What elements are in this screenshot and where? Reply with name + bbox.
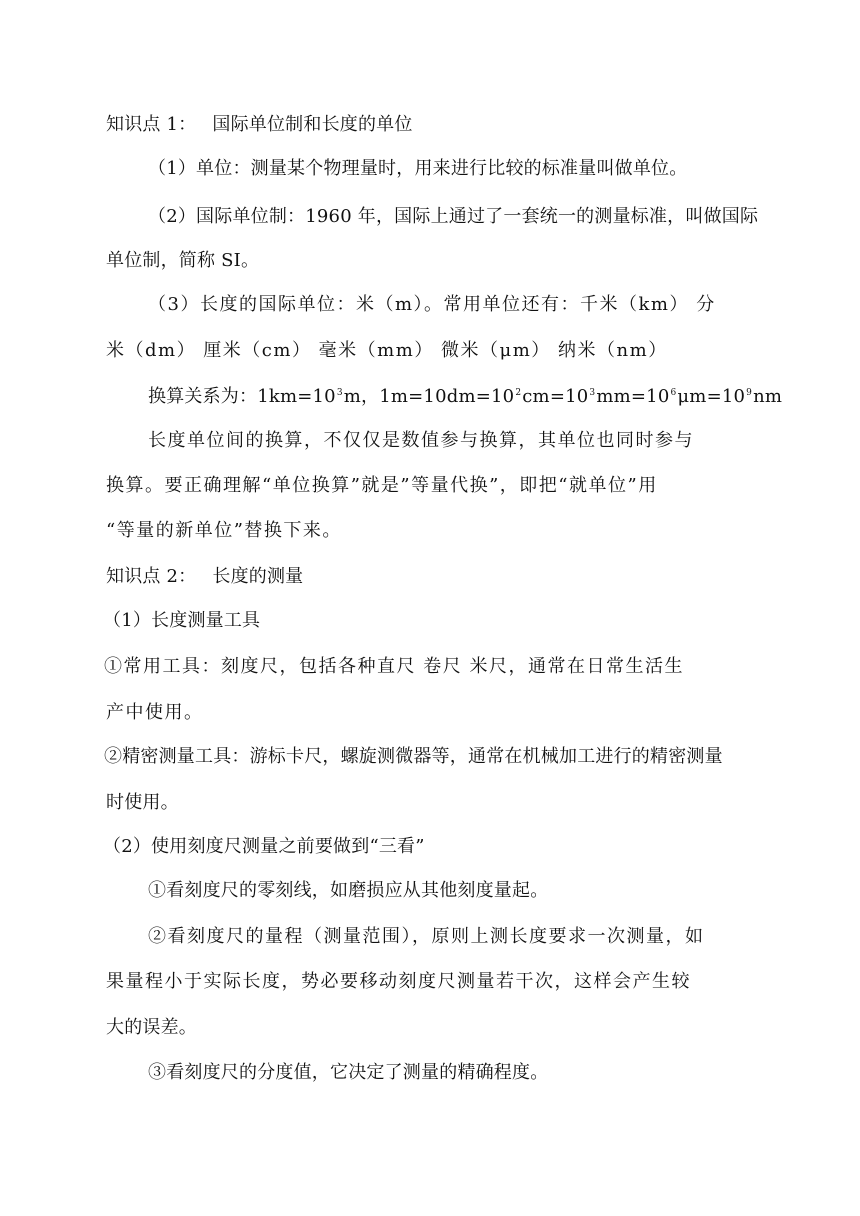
conversion-exp-e: 9 [746,388,753,398]
section-2-heading-prefix: 知识点 2： [106,566,197,587]
paragraph-conversion-note-line-1: 长度单位间的换算，不仅仅是数值参与换算，其单位也同时参与 [148,430,694,451]
section-2-heading [106,565,756,589]
paragraph-unit-definition: （1）单位：测量某个物理量时，用来进行比较的标准量叫做单位。 [148,158,688,179]
paragraph-conversion-note-line-2: 换算。要正确理解“单位换算”就是”等量代换”，即把“就单位”用 [106,475,658,496]
section-1-heading-prefix: 知识点 1： [106,114,197,135]
item-precision-tools-line-2: 时使用。 [106,792,179,813]
conversion-part-e: μm=10 [677,386,746,407]
item-common-tools-line-2: 产中使用。 [106,702,204,723]
paragraph-length-unit-line-1: （3）长度的国际单位：米（m）。常用单位还有：千米（km） 分 [148,294,716,315]
check-range-line-2: 果量程小于实际长度，势必要移动刻度尺测量若干次，这样会产生较 [106,971,691,992]
paragraph-length-unit-line-2: 米（dm） 厘米（cm） 毫米（mm） 微米（μm） 纳米（nm） [106,340,668,361]
conversion-part-a: 1km=10 [257,386,336,407]
paragraph-si-line-2: 单位制，简称 SI。 [106,250,260,271]
check-range-line-1: ②看刻度尺的量程（测量范围），原则上测长度要求一次测量，如 [148,926,705,947]
section-1-heading [106,113,756,137]
conversion-part-b: m，1m=10dm=10 [343,386,515,407]
paragraph-si-line-1: （2）国际单位制：1960 年，国际上通过了一套统一的测量标准，叫做国际 [148,206,759,227]
paragraph-conversion-note-line-3: “等量的新单位”替换下来。 [106,520,342,541]
item-precision-tools-line-1: ②精密测量工具：游标卡尺，螺旋测微器等，通常在机械加工进行的精密测量 [104,746,723,767]
conversion-exp-c: 3 [589,388,596,398]
check-zero-line: ①看刻度尺的零刻线，如磨损应从其他刻度量起。 [148,880,549,901]
conversion-part-c: cm=10 [522,386,589,407]
conversion-part-d: mm=10 [596,386,670,407]
conversion-formula [148,385,798,409]
section-1-heading-title: 国际单位制和长度的单位 [212,114,413,135]
conversion-exp-b: 2 [515,388,522,398]
subheading-three-checks: （2）使用刻度尺测量之前要做到“三看” [103,836,425,857]
conversion-exp-a: 3 [336,388,343,398]
conversion-exp-d: 6 [670,388,677,398]
section-2-heading-title: 长度的测量 [212,566,304,587]
conversion-part-f: nm [753,386,783,407]
check-range-line-3: 大的误差。 [106,1017,197,1038]
subheading-measuring-tools: （1）长度测量工具 [103,610,261,631]
conversion-label: 换算关系为： [148,386,258,407]
item-common-tools-line-1: ①常用工具：刻度尺，包括各种直尺 卷尺 米尺，通常在日常生活生 [104,656,684,677]
check-division-value: ③看刻度尺的分度值，它决定了测量的精确程度。 [148,1062,549,1083]
